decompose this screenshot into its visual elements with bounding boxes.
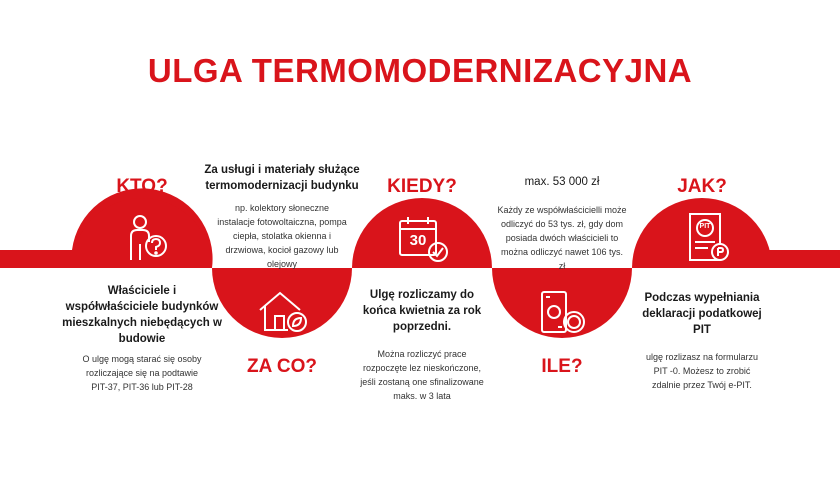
pit-document-icon [686, 212, 732, 264]
za-co-main-text: Za usługi i materiały służące termomodernizacji budynku [204, 164, 360, 192]
kto-detail-text: O ulgę mogą starać się osoby rozliczające się na podtawie PIT-37, PIT-36 lub PIT-28 [82, 354, 202, 392]
za-co-detail-text: np. kolektory słoneczne instalacje fotowoltaiczna, pompa ciepła, stolatka okienna i drzwiowa, kocioł gazowy lub olejowy [217, 203, 347, 269]
money-coin-icon [538, 288, 592, 336]
kto-main-text: Właściciele i współwłaściciele budynków mieszkalnych niebędących w budowie [62, 285, 222, 345]
jak-main-text: Podczas wypełniania deklaracji podatkowej PIT [642, 292, 762, 336]
ile-main-text: max. 53 000 zł [524, 176, 600, 188]
page-title: ULGA TERMOMODERNIZACYJNA [147, 52, 693, 89]
jak-detail-text: ulgę rozlizasz na formularzu PIT -0. Możesz to zrobić zdalnie przez Twój e-PIT. [645, 352, 759, 390]
jak-heading: JAK? [677, 176, 727, 197]
person-question-icon [122, 214, 172, 264]
pit-label: PIT [699, 223, 711, 230]
kiedy-main-text: Ulgę rozliczamy do końca kwietnia za rok poprzedni. [362, 289, 482, 333]
kiedy-detail-text: Można rozliczyć prace rozpoczęte lez nieskończone, jeśli zostaną one sfinalizowane maks. w 3 lata [360, 349, 484, 401]
ile-detail-text: Każdy ze współwłaścicielli może odliczyć do 53 tys. zł, gdy dom posiada dwóch właścicieli to można odliczyć nawet 106 tys. zł [497, 205, 627, 271]
za-co-heading: ZA CO? [246, 356, 317, 377]
house-leaf-icon [258, 290, 310, 334]
ile-heading: ILE? [541, 356, 583, 377]
band-strip-left [0, 250, 142, 268]
calendar-day: 30 [409, 232, 427, 249]
kto-heading: KTO? [116, 176, 168, 197]
calendar-check-icon [398, 216, 450, 264]
kiedy-heading: KIEDY? [387, 176, 457, 197]
